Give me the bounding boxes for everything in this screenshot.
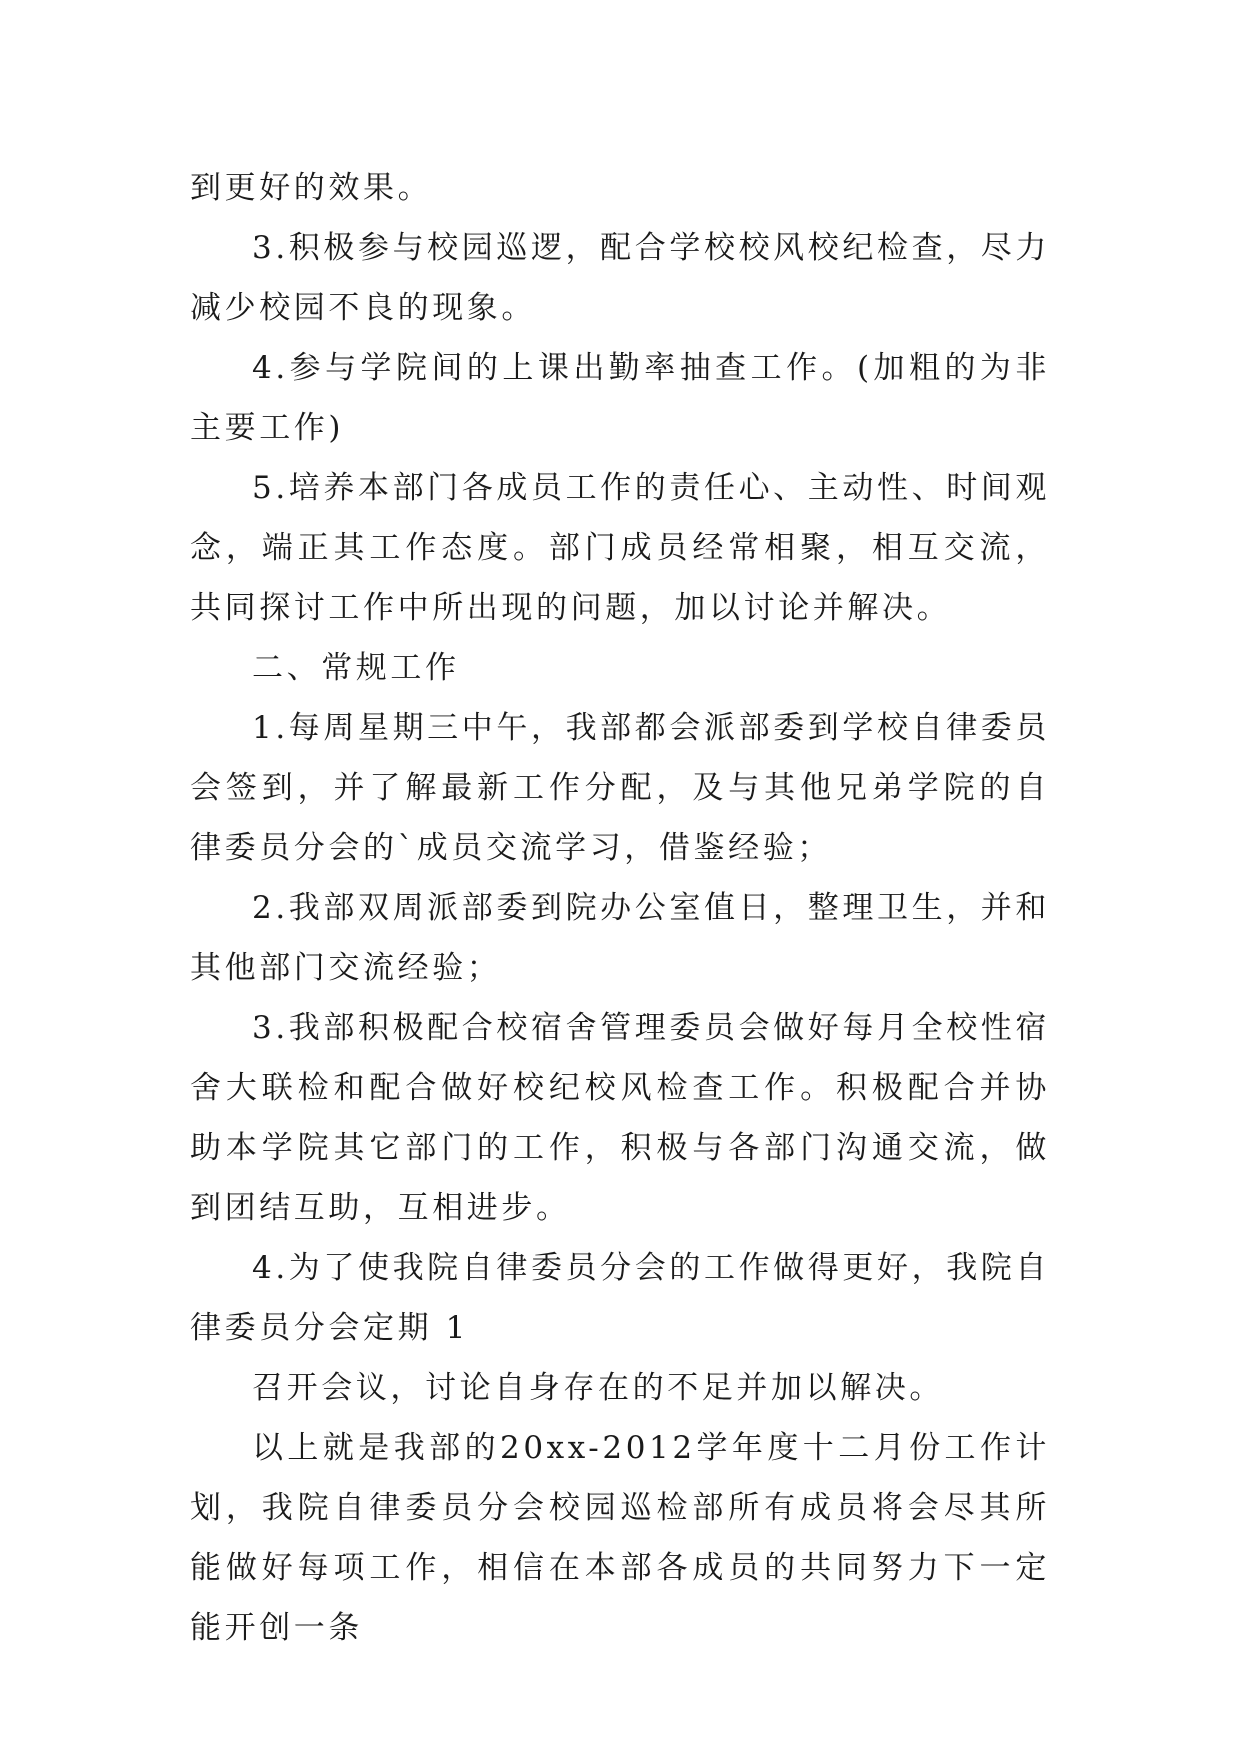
paragraph-10: 召开会议，讨论自身存在的不足并加以解决。 [252, 1370, 944, 1406]
paragraph-1: 到更好的效果。 [190, 170, 433, 206]
paragraph-2: 3.积极参与校园巡逻，配合学校校风校纪检查，尽力减少校园不良的现象。 [190, 230, 1050, 326]
document-body [190, 158, 1050, 1658]
paragraph-9: 4.为了使我院自律委员分会的工作做得更好，我院自律委员分会定期 1 [190, 1250, 1050, 1346]
paragraph-7: 2.我部双周派部委到院办公室值日，整理卫生，并和其他部门交流经验； [190, 890, 1050, 986]
paragraph-11: 以上就是我部的20xx-2012学年度十二月份工作计划，我院自律委员分会校园巡检部所有成员将会尽其所能做好每项工作，相信在本部各成员的共同努力下一定能开创一条 [190, 1430, 1050, 1646]
paragraph-8: 3.我部积极配合校宿舍管理委员会做好每月全校性宿舍大联检和配合做好校纪校风检查工作。积极配合并协助本学院其它部门的工作，积极与各部门沟通交流，做到团结互助，互相进步。 [190, 1010, 1050, 1226]
section-heading-routine-work: 二、常规工作 [252, 650, 460, 686]
paragraph-6: 1.每周星期三中午，我部都会派部委到学校自律委员会签到，并了解最新工作分配，及与其他兄弟学院的自律委员分会的`成员交流学习，借鉴经验； [190, 710, 1050, 866]
paragraph-3: 4.参与学院间的上课出勤率抽查工作。(加粗的为非主要工作) [190, 350, 1050, 446]
paragraph-4: 5.培养本部门各成员工作的责任心、主动性、时间观念，端正其工作态度。部门成员经常相聚，相互交流，共同探讨工作中所出现的问题，加以讨论并解决。 [190, 470, 1050, 626]
